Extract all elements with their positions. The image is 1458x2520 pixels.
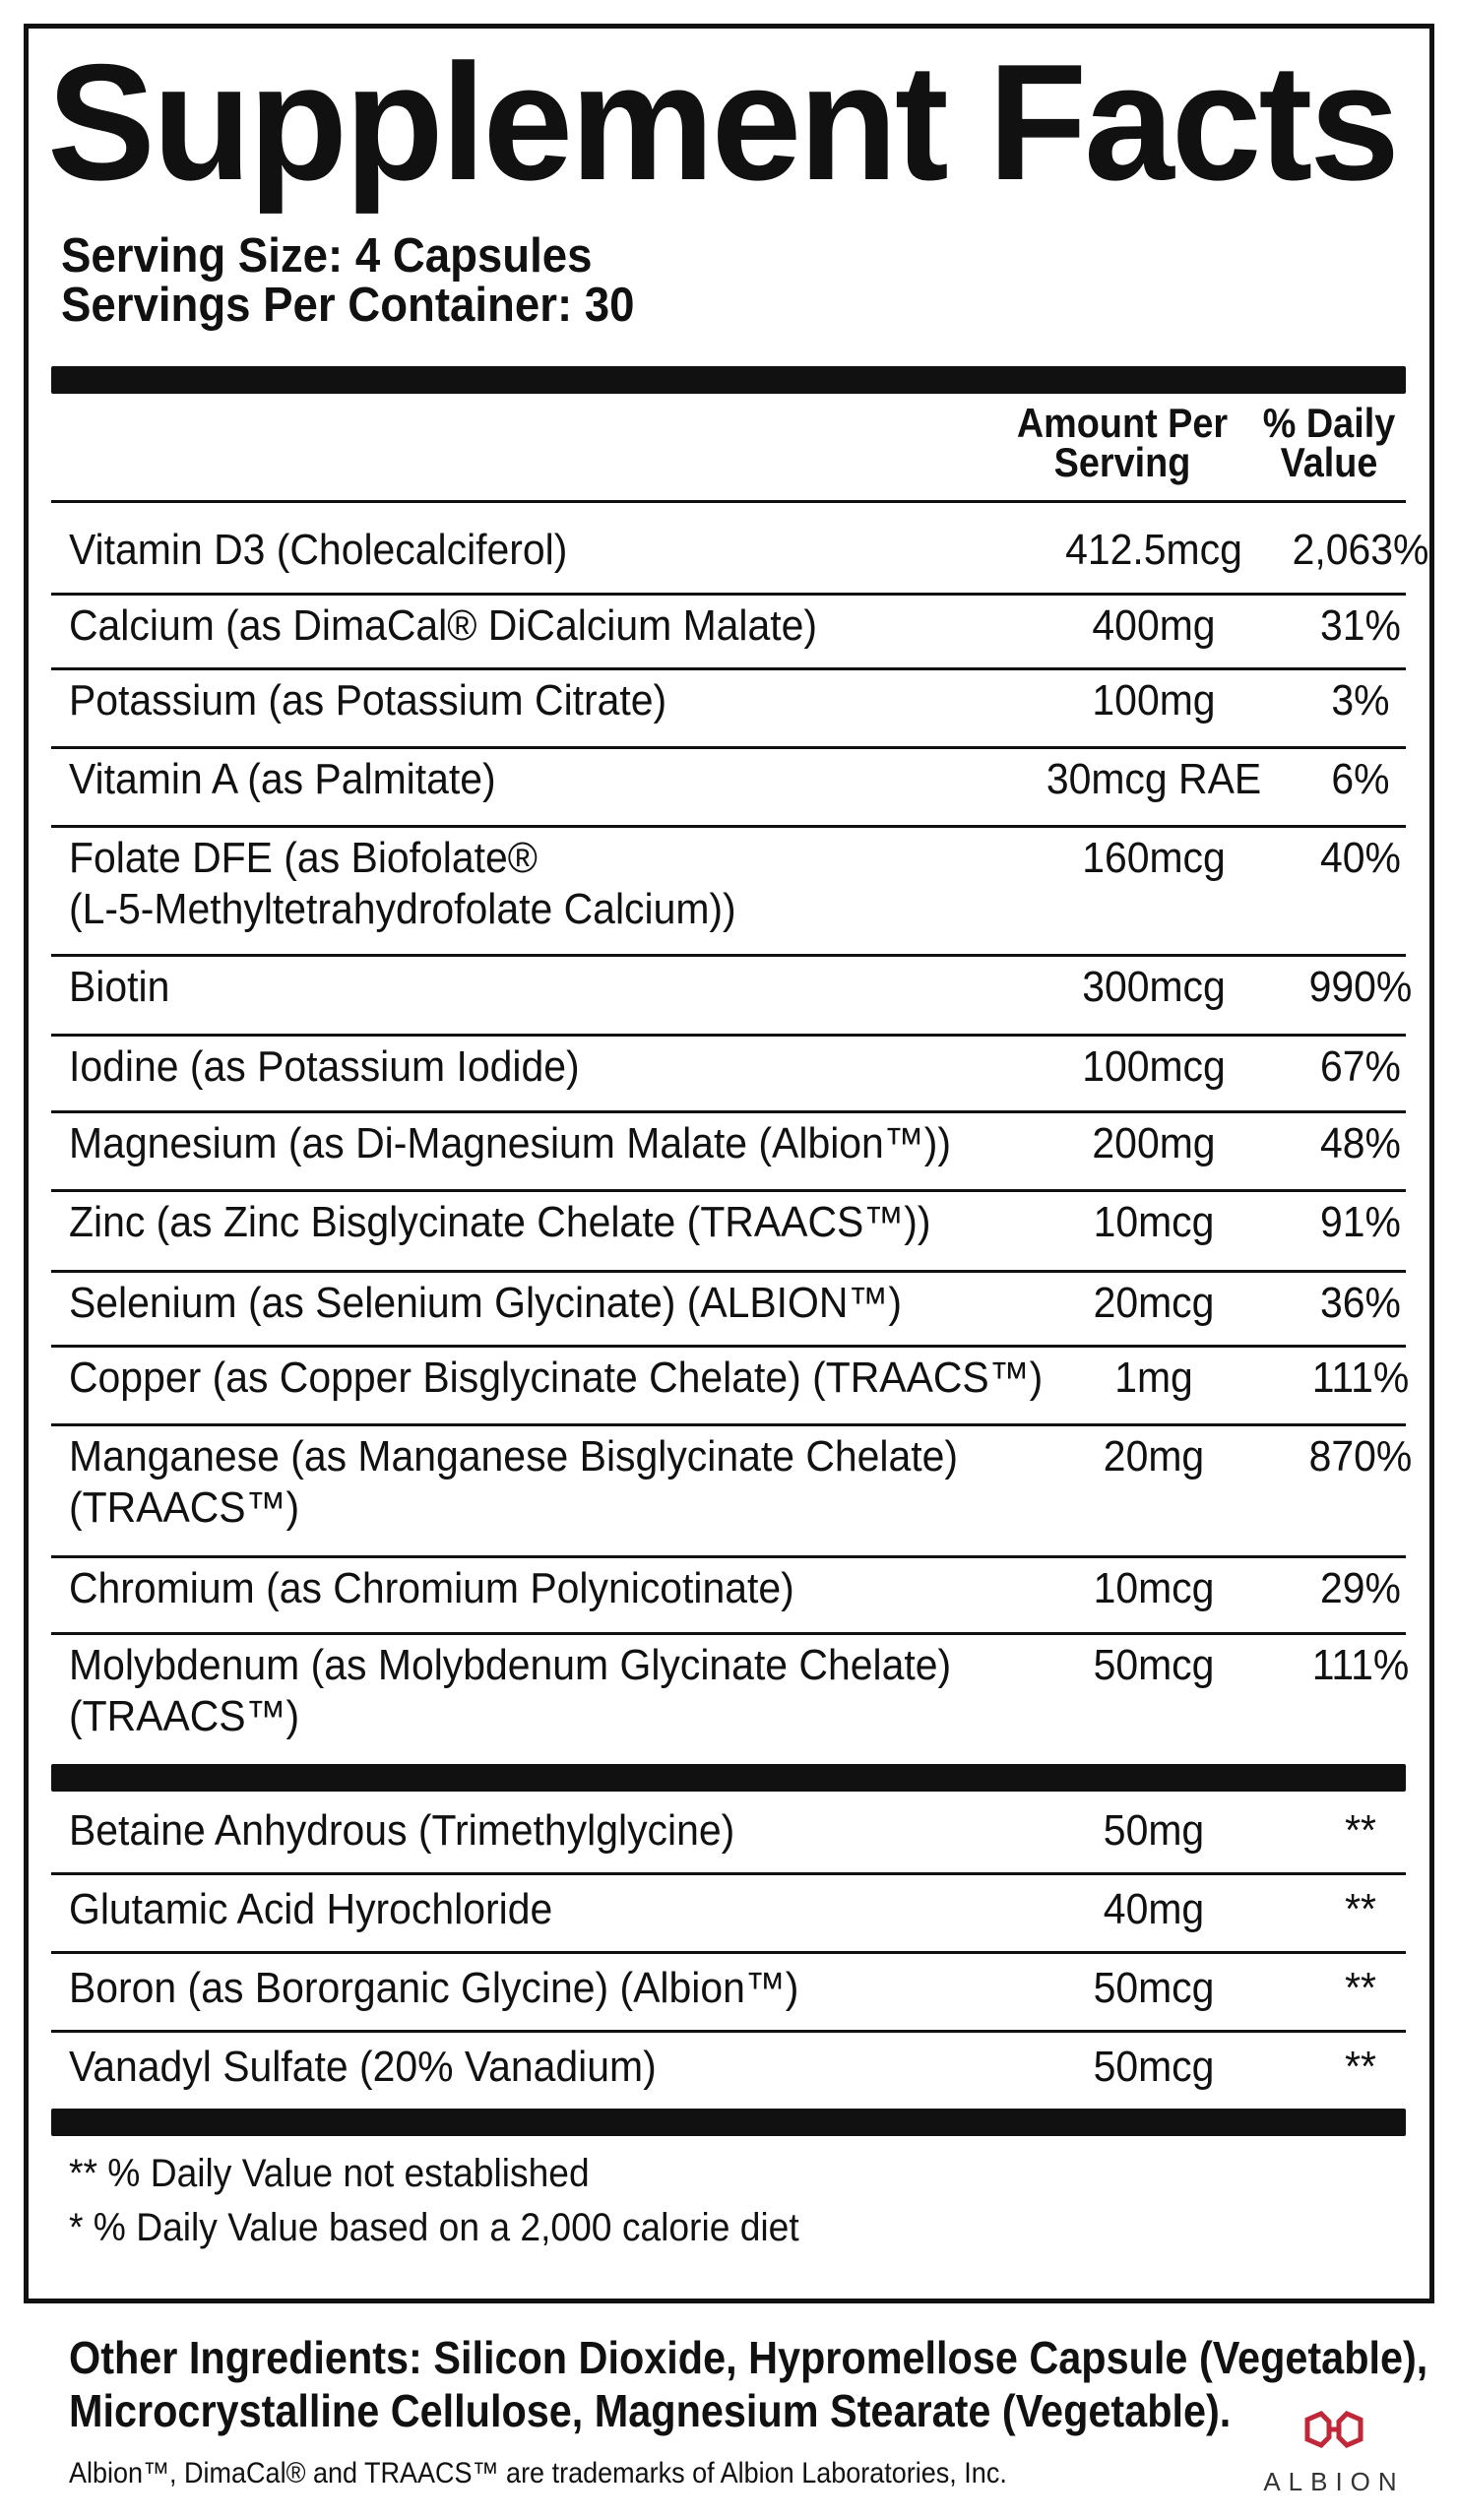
ingredient-daily-value: ** (1345, 1806, 1376, 1855)
nutrient-name: Potassium (as Potassium Citrate) (69, 676, 667, 724)
nutrient-row (51, 1034, 1406, 1110)
ingredient-amount: 50mcg (1093, 2043, 1215, 2091)
albion-logo (1250, 2410, 1418, 2508)
nutrient-name: Selenium (as Selenium Glycinate) (ALBION™) (69, 1279, 902, 1327)
dv-header-line2: Value (1280, 439, 1378, 485)
nutrient-row (51, 1632, 1410, 1760)
nutrient-daily-value: 67% (1320, 1042, 1401, 1091)
other-ingredients-line2: Microcrystalline Cellulose, Magnesium Stearate (Vegetable). (69, 2385, 1232, 2436)
ingredient-daily-value: ** (1345, 1964, 1376, 2012)
nutrient-amount: 1mg (1114, 1354, 1193, 1402)
top-divider (51, 366, 1406, 394)
other-ingredients (69, 2331, 1427, 2437)
ingredient-daily-value: ** (1345, 1885, 1376, 1933)
nutrient-name: Molybdenum (as Molybdenum Glycinate Chelate) (69, 1641, 952, 1689)
nutrient-amount: 20mg (1103, 1432, 1205, 1480)
nutrient-row (51, 1110, 1406, 1189)
nutrient-amount: 100mcg (1082, 1042, 1226, 1091)
nutrient-amount: 400mg (1092, 601, 1216, 650)
nutrient-name: Calcium (as DimaCal® DiCalcium Malate) (69, 601, 818, 650)
header-divider (51, 500, 1406, 503)
nutrient-name: Copper (as Copper Bisglycinate Chelate) (TRAACS™) (69, 1354, 1044, 1402)
other-ingredients-line1: Other Ingredients: Silicon Dioxide, Hypromellose Capsule (Vegetable), (69, 2332, 1428, 2383)
ingredient-name: Vanadyl Sulfate (20% Vanadium) (69, 2043, 657, 2091)
nutrient-name-line2: (L-5-Methyltetrahydrofolate Calcium)) (69, 885, 736, 933)
nutrient-row (51, 667, 1406, 746)
nutrient-amount: 50mcg (1093, 1641, 1215, 1689)
nutrient-name: Folate DFE (as Biofolate® (69, 834, 538, 882)
nutrient-daily-value: 36% (1320, 1279, 1401, 1327)
nutrient-amount: 100mg (1092, 676, 1216, 724)
nutrient-row (51, 954, 1413, 1034)
nutrient-name: Chromium (as Chromium Polynicotinate) (69, 1564, 794, 1612)
dv-header-line1: % Daily (1262, 400, 1396, 446)
amount-header-line1: Amount Per (1016, 400, 1229, 446)
ingredient-amount: 50mcg (1093, 1964, 1215, 2012)
nutrient-row (51, 1423, 1413, 1555)
serving-size: Serving Size: 4 Capsules (61, 229, 593, 283)
nutrient-amount: 10mcg (1093, 1198, 1215, 1246)
nutrient-amount: 300mcg (1082, 963, 1226, 1011)
nutrient-daily-value: 91% (1320, 1198, 1401, 1246)
nutrient-daily-value: 2,063% (1292, 526, 1429, 574)
ingredient-amount: 50mg (1103, 1806, 1205, 1855)
nutrient-name: Biotin (69, 963, 170, 1011)
ingredient-name: Glutamic Acid Hyrochloride (69, 1885, 553, 1933)
ingredient-name: Betaine Anhydrous (Trimethylglycine) (69, 1806, 735, 1855)
nutrient-name: Vitamin D3 (Cholecalciferol) (69, 526, 568, 574)
nutrient-name-line2: (TRAACS™) (69, 1483, 300, 1532)
ingredient-daily-value: ** (1345, 2043, 1376, 2091)
daily-value-header (1240, 400, 1418, 485)
middle-divider (51, 1764, 1406, 1792)
other-ingredient-row (51, 1794, 1406, 1872)
trademark-note: Albion™, DimaCal® and TRAACS™ are trademarks of Albion Laboratories, Inc. (69, 2457, 1007, 2489)
nutrient-name: Iodine (as Potassium Iodide) (69, 1042, 580, 1091)
footnote-not-established: ** % Daily Value not established (69, 2152, 590, 2195)
nutrient-name: Magnesium (as Di-Magnesium Malate (Albion™)) (69, 1119, 951, 1167)
nutrient-amount: 10mcg (1093, 1564, 1215, 1612)
nutrient-name: Vitamin A (as Palmitate) (69, 755, 496, 803)
ingredient-name: Boron (as Bororganic Glycine) (Albion™) (69, 1964, 799, 2012)
nutrient-amount: 412.5mcg (1065, 526, 1242, 574)
panel-title: Supplement Facts (47, 30, 1397, 215)
albion-logo-mark-icon (1300, 2410, 1368, 2449)
nutrient-row (51, 825, 1406, 954)
nutrient-amount: 20mcg (1093, 1279, 1215, 1327)
nutrient-row (51, 1189, 1406, 1270)
bottom-divider (51, 2109, 1406, 2136)
nutrient-daily-value: 870% (1308, 1432, 1413, 1480)
nutrient-daily-value: 31% (1320, 601, 1401, 650)
nutrient-name: Manganese (as Manganese Bisglycinate Chelate) (69, 1432, 959, 1480)
nutrient-row (51, 1555, 1406, 1632)
nutrient-daily-value: 3% (1331, 676, 1390, 724)
nutrient-amount: 200mg (1092, 1119, 1216, 1167)
footnote-calorie-diet: * % Daily Value based on a 2,000 calorie diet (69, 2206, 799, 2249)
other-ingredient-row (51, 2030, 1406, 2109)
nutrient-row (51, 593, 1406, 667)
nutrient-daily-value: 40% (1320, 834, 1401, 882)
nutrient-row (51, 1345, 1410, 1423)
ingredient-amount: 40mg (1103, 1885, 1205, 1933)
other-ingredient-row (51, 1951, 1406, 2030)
nutrient-name-line2: (TRAACS™) (69, 1692, 300, 1740)
nutrient-daily-value: 48% (1320, 1119, 1401, 1167)
nutrient-daily-value: 111% (1311, 1641, 1410, 1689)
nutrient-daily-value: 29% (1320, 1564, 1401, 1612)
nutrient-amount: 30mcg RAE (1046, 755, 1262, 803)
servings-per-container: Servings Per Container: 30 (61, 279, 635, 332)
nutrient-name: Zinc (as Zinc Bisglycinate Chelate (TRAACS™)) (69, 1198, 931, 1246)
amount-header-line2: Serving (1053, 439, 1191, 485)
nutrient-daily-value: 111% (1311, 1354, 1410, 1402)
albion-logo-text: ALBION (1263, 2467, 1405, 2496)
nutrient-row (51, 1270, 1406, 1345)
nutrient-daily-value: 990% (1308, 963, 1413, 1011)
nutrient-row (51, 517, 1429, 593)
nutrient-amount: 160mcg (1082, 834, 1226, 882)
other-ingredient-row (51, 1872, 1406, 1951)
amount-per-serving-header (1007, 400, 1237, 485)
nutrient-row (51, 746, 1406, 825)
nutrient-daily-value: 6% (1331, 755, 1390, 803)
